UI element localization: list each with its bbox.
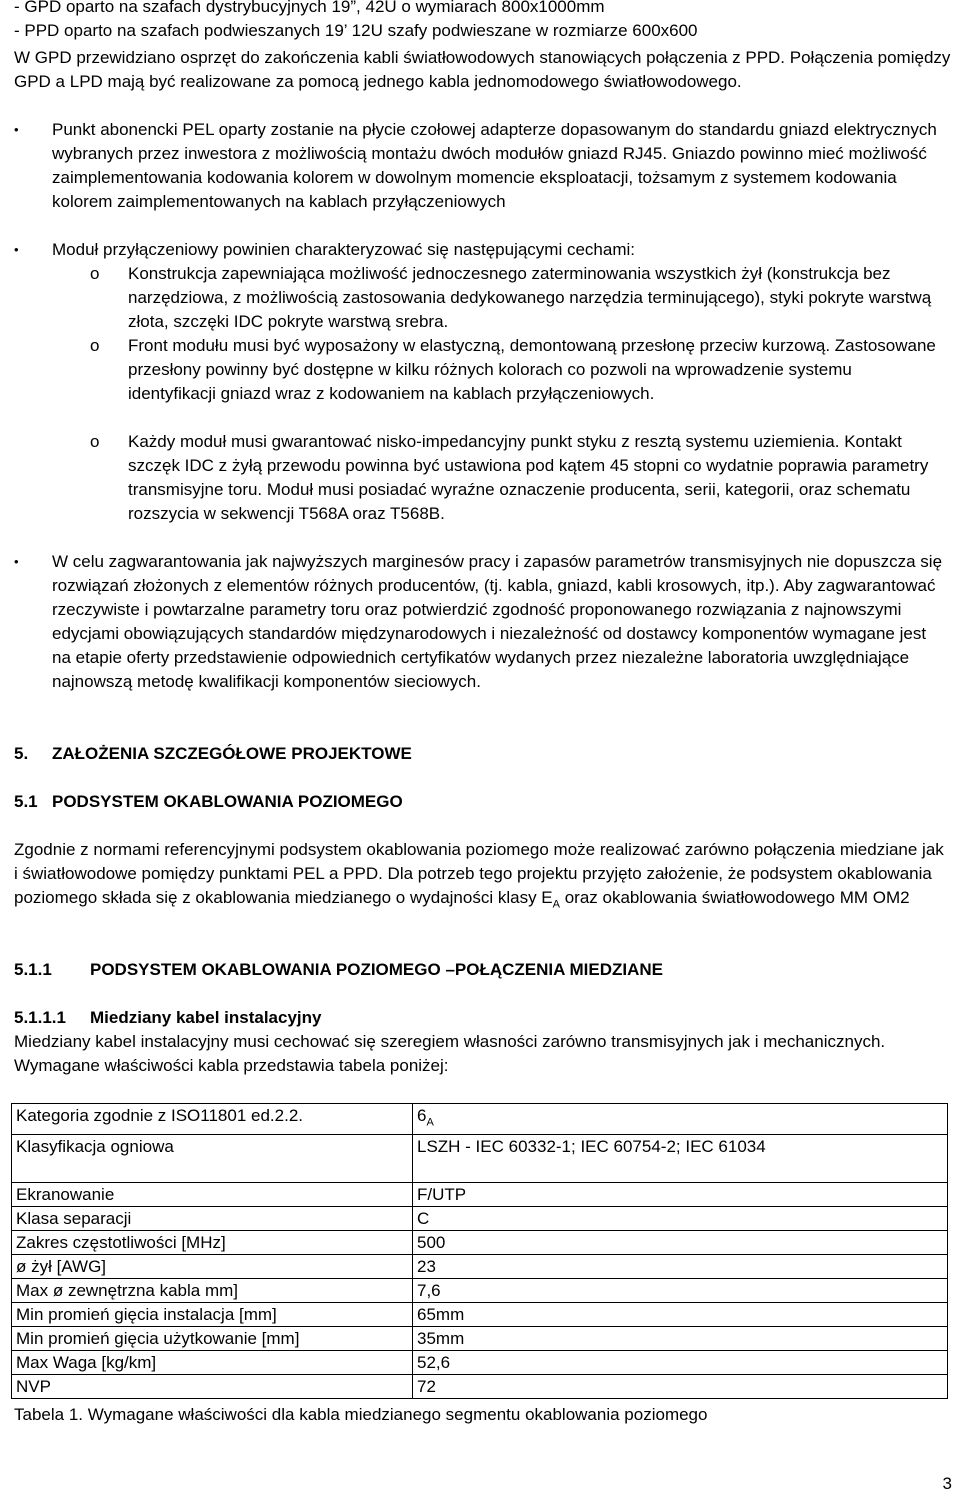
- table-cell-value: 23: [413, 1255, 948, 1279]
- heading-number: 5.1.1: [14, 960, 52, 979]
- paragraph-5-1-1-1: Miedziany kabel instalacyjny musi cechować się szeregiem własności zarówno transmisyjnych jak i mechanicznych. Wymagane właściwości kabla przedstawia tabela poniżej:: [14, 1032, 886, 1075]
- bullet-item-module: [14, 238, 944, 262]
- section-heading-5: [14, 743, 412, 765]
- class-subscript: A: [552, 898, 560, 911]
- table-row: [12, 1375, 948, 1399]
- bullet-icon: •: [14, 122, 19, 137]
- gpd-line: - GPD oparto na szafach dystrybucyjnych 19”, 42U o wymiarach 800x1000mm: [14, 0, 605, 16]
- sub-bullet-icon: o: [90, 264, 100, 283]
- table-row: [12, 1279, 948, 1303]
- table-cell-label: Ekranowanie: [12, 1183, 413, 1207]
- section-heading-5-1-1: [14, 959, 663, 981]
- sub-item-front: [90, 334, 940, 406]
- bullet-icon: •: [14, 242, 19, 257]
- paragraph-tail: oraz okablowania światłowodowego MM OM2: [559, 888, 910, 907]
- heading-text: PODSYSTEM OKABLOWANIA POZIOMEGO –POŁĄCZENIA MIEDZIANE: [90, 960, 663, 979]
- table-cell-value: 7,6: [413, 1279, 948, 1303]
- table-row: [12, 1207, 948, 1231]
- table-row: [12, 1104, 948, 1135]
- table-row: [12, 1255, 948, 1279]
- sub-bullet-icon: o: [90, 432, 100, 451]
- intro-paragraph: W GPD przewidziano osprzęt do zakończenia kabli światłowodowych stanowiących połączenia z PPD. Połączenia pomiędzy GPD a LPD mają być realizowane za pomocą jednego kabla jednomodowego światłowodowego.: [14, 48, 951, 91]
- category-value: 6: [417, 1106, 427, 1125]
- section-heading-5-1: [14, 791, 403, 813]
- bullet-item-pel: [14, 118, 944, 214]
- category-subscript: A: [426, 1116, 434, 1129]
- table-cell-value: C: [413, 1207, 948, 1231]
- heading-text: PODSYSTEM OKABLOWANIA POZIOMEGO: [52, 792, 403, 811]
- sub-bullet-icon: o: [90, 336, 100, 355]
- table-caption: Tabela 1. Wymagane właściwości dla kabla miedzianego segmentu okablowania poziomego: [14, 1405, 708, 1424]
- table-cell-label: Min promień gięcia użytkowanie [mm]: [12, 1327, 413, 1351]
- bullet-item-warranty: [14, 550, 944, 694]
- table-cell-value: 72: [413, 1375, 948, 1399]
- table-cell-value: 52,6: [413, 1351, 948, 1375]
- cable-spec-table: [11, 1103, 948, 1399]
- heading-number: 5.1: [14, 792, 38, 811]
- sub-item-construction: [90, 262, 940, 334]
- sub-item-grounding: [90, 430, 940, 526]
- table-cell-label: Zakres częstotliwości [MHz]: [12, 1231, 413, 1255]
- bullet-text: Moduł przyłączeniowy powinien charakteryzować się następującymi cechami:: [52, 240, 635, 259]
- table-cell-label: Klasyfikacja ogniowa: [12, 1135, 413, 1183]
- table-row: [12, 1183, 948, 1207]
- sub-item-text: Front modułu musi być wyposażony w elastyczną, demontowaną przesłonę przeciw kurzową. Zastosowane przesłony powinny być dostępne w kilku różnych kolorach co pozwoli na wprowadzenie systemu identyfikacji gniazd wraz z kodowaniem na kablach przyłączeniowych.: [128, 336, 936, 403]
- table-cell-value: 65mm: [413, 1303, 948, 1327]
- ppd-line: - PPD oparto na szafach podwieszanych 19’ 12U szafy podwieszane w rozmiarze 600x600: [14, 21, 698, 40]
- sub-item-text: Konstrukcja zapewniająca możliwość jednoczesnego zaterminowania wszystkich żył (konstrukcja bez narzędziowa, z możliwością zastosowania dedykowanego narzędzia terminującego), styki pokryte warstwą złota, szczęki IDC pokryte warstwą srebra.: [128, 264, 932, 331]
- table-cell-value: LSZH - IEC 60332-1; IEC 60754-2; IEC 61034: [413, 1135, 948, 1183]
- table-cell-label: Max ø zewnętrzna kabla mm]: [12, 1279, 413, 1303]
- table-cell-label: NVP: [12, 1375, 413, 1399]
- table-cell-label: Kategoria zgodnie z ISO11801 ed.2.2.: [12, 1104, 413, 1135]
- table-row: [12, 1303, 948, 1327]
- heading-number: 5.1.1.1: [14, 1008, 66, 1027]
- sub-item-text: Każdy moduł musi gwarantować nisko-impedancyjny punkt styku z resztą systemu uziemienia. Kontakt szczęk IDC z żyłą przewodu powinna być ustawiona pod kątem 45 stopni co wydatnie poprawia parametry transmisyjne toru. Moduł musi posiadać wyraźne oznaczenie producenta, serii, kategorii, oraz schematu rozszycia w sekwencji T568A oraz T568B.: [128, 432, 929, 523]
- table-cell-label: Min promień gięcia instalacja [mm]: [12, 1303, 413, 1327]
- table-row: [12, 1327, 948, 1351]
- table-cell-value: [413, 1104, 948, 1135]
- table-row: [12, 1231, 948, 1255]
- table-cell-label: Max Waga [kg/km]: [12, 1351, 413, 1375]
- table-cell-label: Klasa separacji: [12, 1207, 413, 1231]
- table-row: [12, 1351, 948, 1375]
- table-cell-value: F/UTP: [413, 1183, 948, 1207]
- table-cell-value: 35mm: [413, 1327, 948, 1351]
- table-row: [12, 1135, 948, 1183]
- heading-text: ZAŁOŻENIA SZCZEGÓŁOWE PROJEKTOWE: [52, 744, 412, 763]
- section-heading-5-1-1-1: [14, 1007, 321, 1029]
- bullet-icon: •: [14, 554, 19, 569]
- heading-text: Miedziany kabel instalacyjny: [90, 1008, 322, 1027]
- bullet-text: Punkt abonencki PEL oparty zostanie na płycie czołowej adapterze dopasowanym do standardu gniazd elektrycznych wybranych przez inwestora z możliwością montażu dwóch modułów gniazd RJ45. Gniazdo powinno mieć możliwość zaimplementowania kodowania kolorem w dowolnym momencie eksploatacji, tożsamym z systemem kodowania kolorem zaimplementowanych na kablach przyłączeniowych: [52, 120, 937, 211]
- table-cell-value: 500: [413, 1231, 948, 1255]
- paragraph-5-1: [14, 838, 949, 916]
- paragraph-text: Zgodnie z normami referencyjnymi podsystem okablowania poziomego może realizować zarówno połączenia miedziane jak i światłowodowe pomiędzy punktami PEL a PPD. Dla potrzeb tego projektu przyjęto założenie, że podsystem okablowania poziomego składa się z okablowania miedzianego o wydajności klasy E: [14, 840, 944, 907]
- table-cell-label: ø żył [AWG]: [12, 1255, 413, 1279]
- heading-number: 5.: [14, 744, 29, 763]
- page-number: 3: [942, 1474, 952, 1493]
- bullet-text: W celu zagwarantowania jak najwyższych marginesów pracy i zapasów parametrów transmisyjnych nie dopuszcza się rozwiązań złożonych z elementów różnych producentów, (tj. kabla, gniazd, kabli krosowych, itp.). Aby zagwarantować rzeczywiste i powtarzalne parametry toru oraz potwierdzić zgodność proponowanego rozwiązania z najnowszymi edycjami obowiązujących standardów międzynarodowych i niezależność od dostawcy komponentów wymagane jest na etapie oferty przedstawienie odpowiednich certyfikatów wydanych przez niezależne laboratoria uwzględniające najnowszą metodę kwalifikacji komponentów sieciowych.: [52, 552, 943, 691]
